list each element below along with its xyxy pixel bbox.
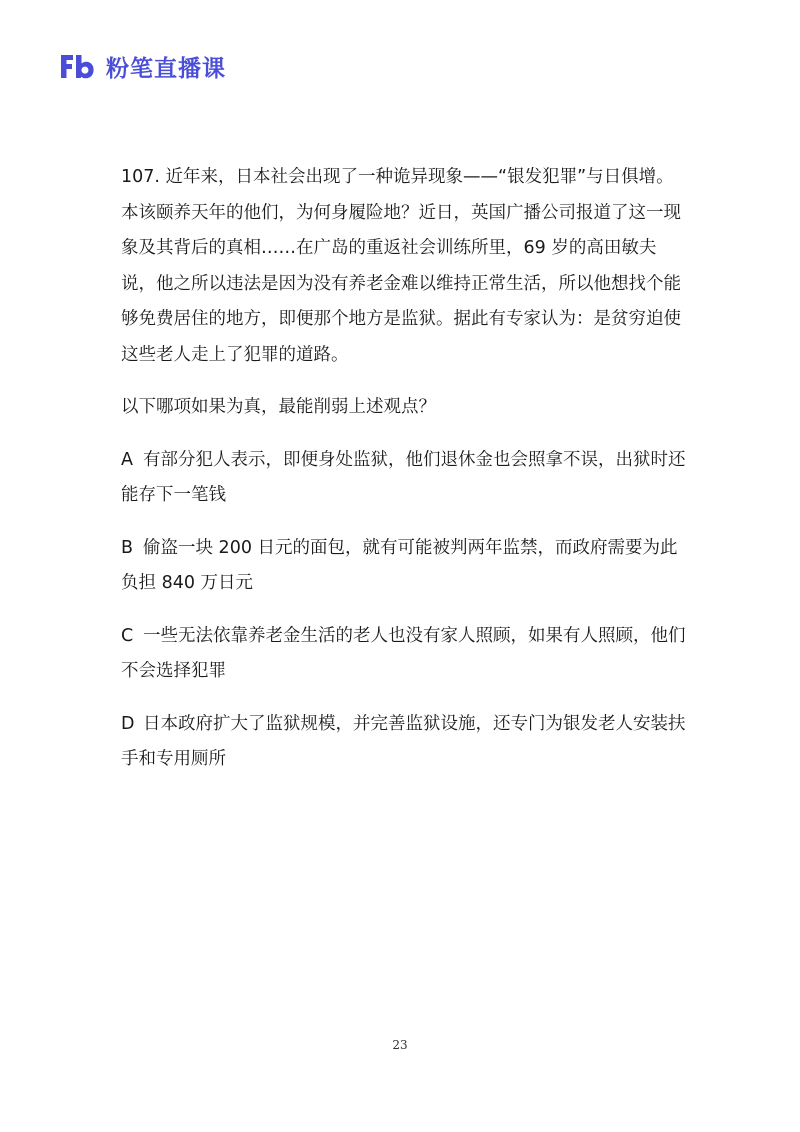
question-stem: 107. 近年来，日本社会出现了一种诡异现象——“银发犯罪”与日俱增。本该颐养天年的他们，为何身履险地？近日，英国广播公司报道了这一现象及其背后的真相……在广岛的重返社会训练所里，69 岁的高田敏夫说，他之所以违法是因为没有养老金难以维持正常生活，所以他想找个能够免费居住的地方，即便那个地方是监狱。据此有专家认为：是贫穷迫使这些老人走上了犯罪的道路。 [121, 167, 681, 365]
fb-logo-icon [58, 51, 96, 81]
page-number: 23 [392, 1038, 408, 1052]
option-text: 一些无法依靠养老金生活的老人也没有家人照顾，如果有人照顾，他们不会选择犯罪 [121, 625, 686, 681]
option-letter: D [121, 713, 135, 734]
option-letter: C [121, 625, 134, 646]
option-letter: A [121, 449, 133, 470]
option-c [121, 619, 691, 690]
option-letter: B [121, 537, 134, 558]
option-text: 偷盗一块 200 日元的面包，就有可能被判两年监禁，而政府需要为此负担 840 万日元 [121, 537, 678, 593]
option-b [121, 531, 691, 602]
option-d [121, 707, 691, 778]
option-text: 有部分犯人表示，即便身处监狱，他们退休金也会照拿不误，出狱时还能存下一笔钱 [121, 449, 686, 505]
option-text: 日本政府扩大了监狱规模，并完善监狱设施，还专门为银发老人安装扶手和专用厕所 [121, 713, 686, 769]
option-a [121, 443, 691, 514]
question-content [121, 160, 691, 795]
brand-name: 粉笔直播课 [106, 55, 226, 82]
page-header [58, 48, 226, 84]
question-prompt: 以下哪项如果为真，最能削弱上述观点？ [121, 397, 436, 417]
